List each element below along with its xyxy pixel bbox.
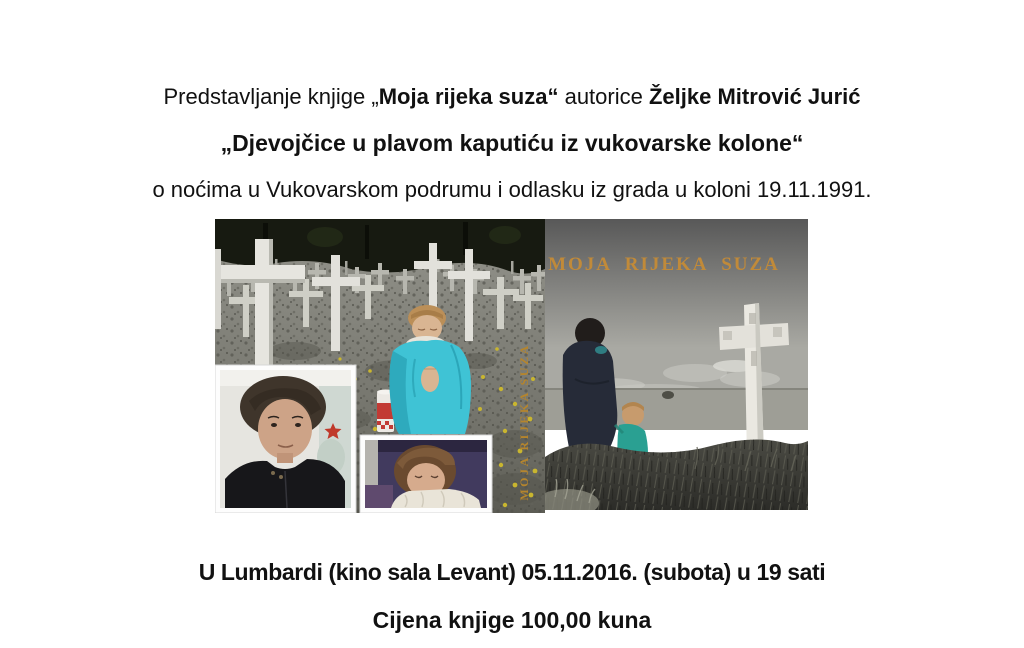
author-name: Željke Mitrović Jurić xyxy=(648,84,861,109)
collage-vertical-title: MOJA RIJEKA SUZA xyxy=(517,343,531,501)
book-cover-photo xyxy=(545,219,808,510)
collage-photo xyxy=(215,219,545,513)
title-line xyxy=(0,84,1024,110)
book-title-text: Moja rijeka suza“ xyxy=(378,84,559,109)
crying-child-inset-photo xyxy=(360,435,492,513)
title-middle: autorice xyxy=(558,84,649,109)
price-line: Cijena knjige 100,00 kuna xyxy=(372,607,652,633)
title-prefix: Predstavljanje knjige „ xyxy=(163,84,379,109)
author-inset-photo xyxy=(215,365,356,513)
foreground-grass xyxy=(545,439,808,510)
photo-row xyxy=(215,219,808,513)
description-line: o noćima u Vukovarskom podrumu i odlasku iz grada u koloni 19.11.1991. xyxy=(152,177,872,202)
cover-title-text: MOJA RIJEKA SUZA xyxy=(548,254,780,275)
event-line: U Lumbardi (kino sala Levant) 05.11.2016. (subota) u 19 sati xyxy=(198,559,826,585)
subtitle-line: „Djevojčice u plavom kaputiću iz vukovarske kolone“ xyxy=(220,130,804,156)
